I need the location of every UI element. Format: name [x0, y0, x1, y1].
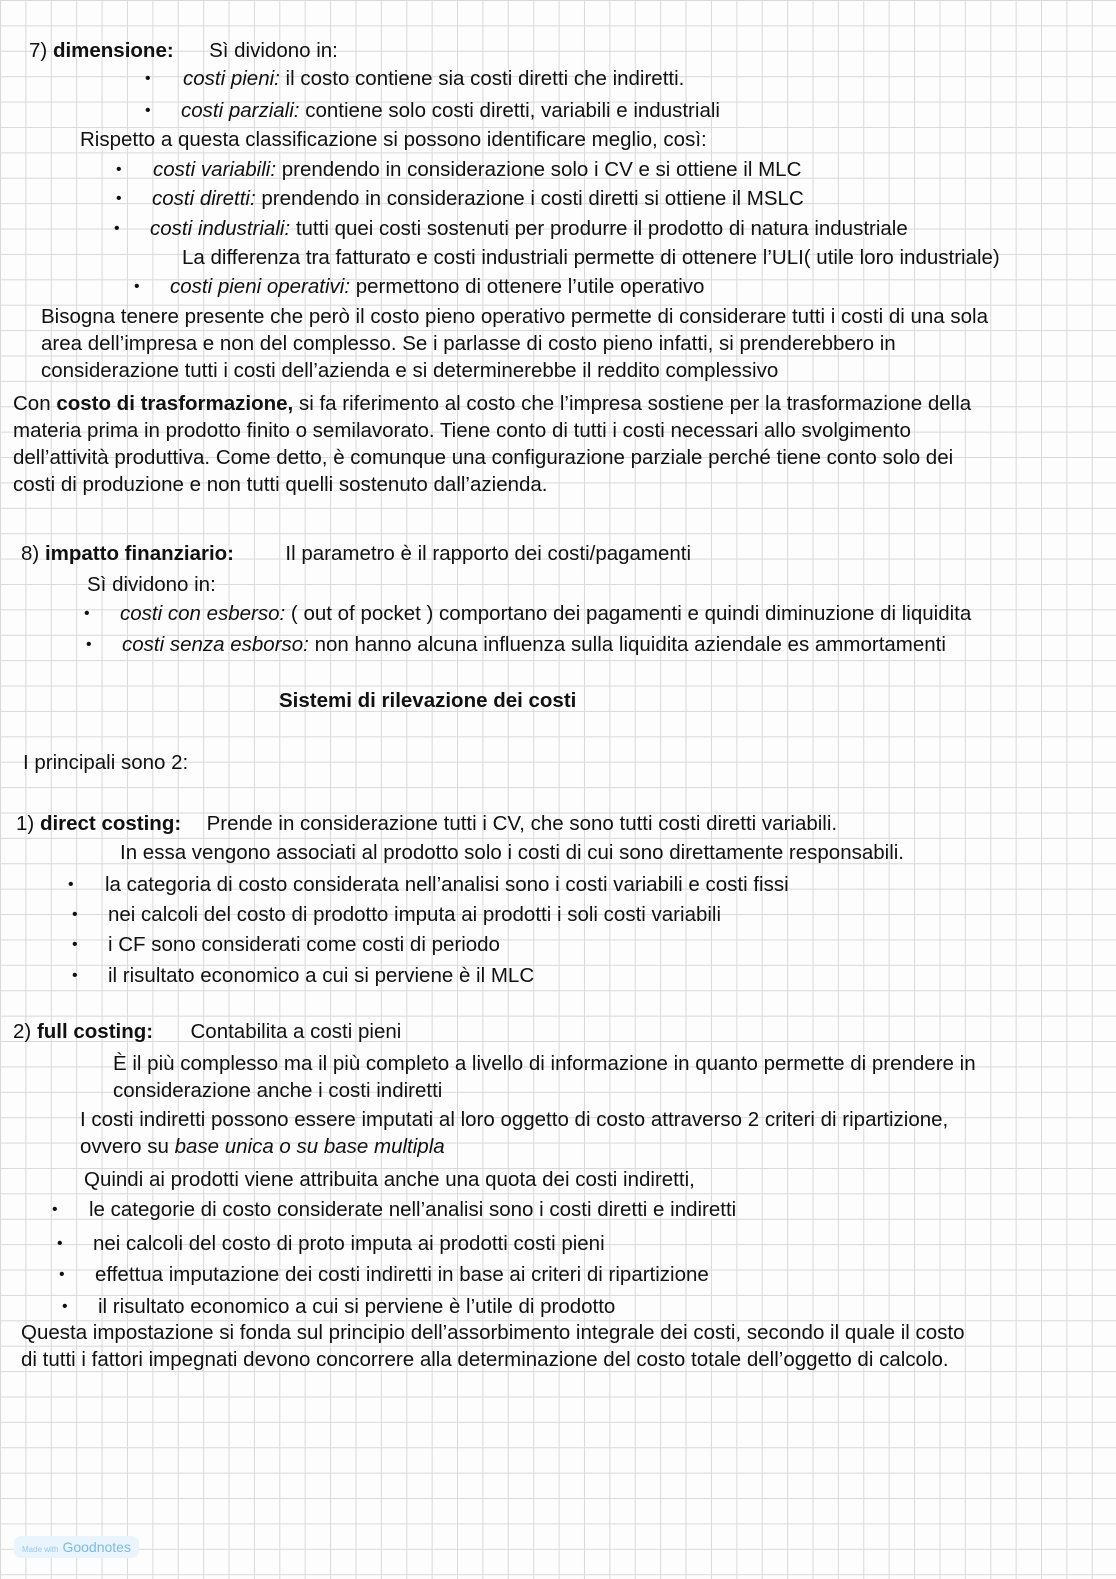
- list-item: [120, 601, 971, 627]
- description: Prende in considerazione tutti i CV, che sono tutti costi diretti variabili.: [206, 812, 838, 835]
- section-7-heading: [29, 38, 338, 64]
- list-item: [181, 98, 720, 124]
- parameter-text: Il parametro è il rapporto dei costi/pagamenti: [285, 542, 692, 565]
- section-8-heading: [21, 541, 691, 567]
- paragraph-line: di tutti i fattori impegnati devono concorrere alla determinazione del costo totale dell’oggetto di calcolo.: [21, 1348, 949, 1371]
- bullet-icon: •: [68, 876, 74, 893]
- text-run: ovvero su: [80, 1135, 175, 1158]
- bullet-icon: •: [145, 102, 151, 119]
- list-item: [152, 186, 804, 212]
- paragraph-line: considerazione tutti i costi dell’azienda e si determinerebbe il reddito complessivo: [41, 359, 779, 382]
- paragraph-line: Questa impostazione si fonda sul principio dell’assorbimento integrale dei costi, secondo il quale il costo: [21, 1321, 965, 1344]
- bullet-icon: •: [72, 967, 78, 984]
- definition: ( out of pocket ) comportano dei pagamenti e quindi diminuzione di liquidita: [285, 602, 972, 625]
- text-run: Con: [13, 392, 57, 415]
- definition: prendendo in considerazione solo i CV e si ottiene il MLC: [276, 158, 802, 181]
- section-number: 8): [21, 542, 40, 565]
- bullet-icon: •: [62, 1298, 68, 1315]
- bullet-icon: •: [72, 936, 78, 953]
- term: costi senza esborso:: [122, 633, 309, 656]
- full-costing-heading: [13, 1019, 401, 1045]
- bullet-icon: •: [72, 906, 78, 923]
- definition: tutti quei costi sostenuti per produrre il prodotto di natura industriale: [290, 217, 908, 240]
- paragraph-line: I costi indiretti possono essere imputati al loro oggetto di costo attraverso 2 criteri di ripartizione,: [80, 1108, 949, 1131]
- definition: prendendo in considerazione i costi diretti si ottiene il MSLC: [255, 187, 804, 210]
- list-item: la categoria di costo considerata nell’analisi sono i costi variabili e costi fissi: [105, 873, 789, 896]
- description: Contabilita a costi pieni: [190, 1020, 402, 1043]
- paragraph-line: In essa vengono associati al prodotto solo i costi di cui sono direttamente responsabili.: [120, 841, 905, 864]
- bullet-icon: •: [134, 278, 140, 295]
- section-title: Sistemi di rilevazione dei costi: [279, 689, 577, 712]
- bullet-icon: •: [57, 1235, 63, 1252]
- paragraph-line: [13, 391, 971, 417]
- bold-term: costo di trasformazione,: [56, 392, 294, 415]
- section-number: 2): [13, 1020, 32, 1043]
- paragraph-line: [80, 1134, 445, 1160]
- paragraph-line: considerazione anche i costi indiretti: [113, 1079, 443, 1102]
- list-item: [150, 216, 908, 242]
- bullet-icon: •: [116, 161, 122, 178]
- paragraph-line: materia prima in prodotto finito o semilavorato. Tiene conto di tutti i costi necessari allo svolgimento: [13, 419, 911, 442]
- list-item: il risultato economico a cui si perviene è il MLC: [108, 964, 535, 987]
- italic-term: base unica o su base multipla: [174, 1135, 445, 1158]
- list-item: [170, 274, 704, 300]
- section-title: direct costing:: [39, 812, 182, 835]
- term: costi diretti:: [152, 187, 256, 210]
- paragraph-line: Rispetto a questa classificazione si possono identificare meglio, così:: [80, 128, 707, 151]
- definition: permettono di ottenere l’utile operativo: [350, 275, 705, 298]
- paragraph-line: Bisogna tenere presente che però il costo pieno operativo permette di considerare tutti i costi di una sola: [41, 305, 988, 328]
- bullet-icon: •: [52, 1201, 58, 1218]
- term: costi parziali:: [181, 99, 300, 122]
- bullet-icon: •: [59, 1266, 65, 1283]
- list-item: [122, 632, 946, 658]
- list-item: nei calcoli del costo di proto imputa ai prodotti costi pieni: [93, 1232, 605, 1255]
- paragraph-line: È il più complesso ma il più completo a livello di informazione in quanto permette di prendere in: [113, 1052, 976, 1075]
- paragraph-line: I principali sono 2:: [23, 751, 189, 774]
- text-run: si fa riferimento al costo che l’impresa sostiene per la trasformazione della: [293, 392, 972, 415]
- logo-name: Goodnotes: [62, 1539, 131, 1555]
- definition: non hanno alcuna influenza sulla liquidita aziendale es ammortamenti: [308, 633, 946, 656]
- term: costi pieni operativi:: [170, 275, 351, 298]
- bullet-icon: •: [116, 190, 122, 207]
- intro-text: Sì dividono in:: [87, 573, 216, 596]
- section-title: dimensione:: [52, 39, 174, 62]
- term: costi con esberso:: [120, 602, 286, 625]
- section-title: full costing:: [36, 1020, 154, 1043]
- bullet-icon: •: [145, 70, 151, 87]
- list-item: [183, 66, 684, 92]
- bullet-icon: •: [84, 605, 90, 622]
- term: costi variabili:: [153, 158, 277, 181]
- bullet-icon: •: [86, 636, 92, 653]
- direct-costing-heading: [16, 811, 837, 837]
- intro-text: Sì dividono in:: [209, 39, 338, 62]
- definition: contiene solo costi diretti, variabili e industriali: [299, 99, 720, 122]
- paragraph-line: costi di produzione e non tutti quelli sostenuto dall’azienda.: [13, 473, 548, 496]
- paragraph-line: La differenza tra fatturato e costi industriali permette di ottenere l’ULI( utile loro industriale): [182, 246, 1000, 269]
- section-title: impatto finanziario:: [44, 542, 234, 565]
- list-item: le categorie di costo considerate nell’analisi sono i costi diretti e indiretti: [89, 1198, 737, 1221]
- term: costi industriali:: [150, 217, 291, 240]
- term: costi pieni:: [183, 67, 280, 90]
- bullet-icon: •: [114, 220, 120, 237]
- list-item: effettua imputazione dei costi indiretti in base ai criteri di ripartizione: [95, 1263, 709, 1286]
- list-item: il risultato economico a cui si perviene è l’utile di prodotto: [98, 1295, 616, 1318]
- paragraph-line: dell’attività produttiva. Come detto, è comunque una configurazione parziale perché tiene conto solo dei: [13, 446, 954, 469]
- section-number: 1): [16, 812, 35, 835]
- paragraph-line: area dell’impresa e non del complesso. Se i parlasse di costo pieno infatti, si prenderebbero in: [41, 332, 896, 355]
- definition: il costo contiene sia costi diretti che indiretti.: [279, 67, 685, 90]
- logo-small-text: Made with: [22, 1545, 59, 1554]
- goodnotes-logo: [14, 1536, 139, 1558]
- section-number: 7): [29, 39, 48, 62]
- list-item: i CF sono considerati come costi di periodo: [108, 933, 500, 956]
- list-item: [153, 157, 801, 183]
- paragraph-line: Quindi ai prodotti viene attribuita anche una quota dei costi indiretti,: [84, 1168, 695, 1191]
- list-item: nei calcoli del costo di prodotto imputa ai prodotti i soli costi variabili: [108, 903, 722, 926]
